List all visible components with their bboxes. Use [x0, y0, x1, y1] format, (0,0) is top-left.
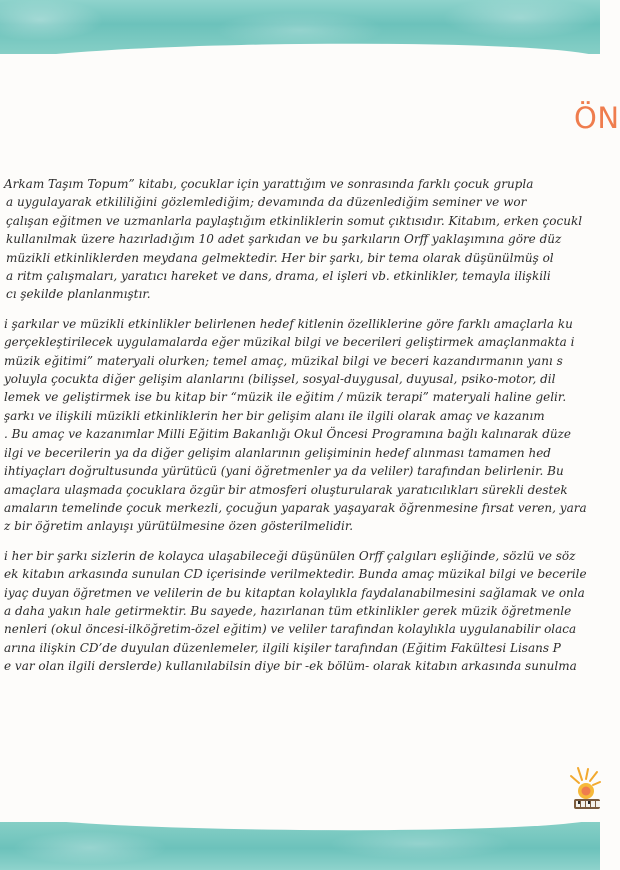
text-line: gerçekleştirilecek uygulamalarda eğer müzikal bilgi ve becerileri geliştirmek amaçlanmakta i — [4, 335, 575, 350]
paragraph-intro — [0, 175, 600, 304]
music-sun-emblem-icon — [568, 766, 600, 814]
text-line: amaçlara ulaşmada çocuklara özgür bir atmosferi oluşturularak yaratıcılıkları sürekli destek — [4, 482, 568, 497]
text-line: müzik eğitimi” materyali olurken; temel amaç, müzikal bilgi ve beceri kazandırmanın yanı s — [4, 353, 563, 368]
page-heading: ÖN — [574, 101, 620, 135]
text-line: cı şekilde planlanmıştır. — [6, 287, 151, 302]
text-line: i şarkılar ve müzikli etkinlikler belirlenen hedef kitlenin özelliklerine göre farklı amaçlarla ku — [4, 316, 573, 331]
text-line: i her bir şarkı sizlerin de kolayca ulaşabileceği düşünülen Orff çalgıları eşliğinde, sözlü ve söz — [4, 548, 576, 563]
text-line: ilgi ve becerilerin ya da diğer gelişim alanlarının gelişiminin hedef alınması tamamen hed — [4, 445, 551, 460]
paragraph-purpose — [0, 315, 600, 536]
text-line: lemek ve geliştirmek ise bu kitap bir “müzik ile eğitim / müzik terapi” materyali haline gelir. — [4, 390, 567, 405]
text-line: a daha yakın hale getirmektir. Bu sayede, hazırlanan tüm etkinlikler gerek müzik öğretmenle — [4, 603, 572, 618]
text-line: ek kitabın arkasında sunulan CD içerisinde verilmektedir. Bunda amaç müzikal bilgi ve becerile — [4, 567, 587, 582]
text-line: müzikli etkinliklerden meydana gelmektedir. Her bir şarkı, bir tema olarak düşünülmüş ol — [6, 250, 554, 265]
text-line: şarkı ve ilişkili müzikli etkinliklerin her bir gelişim alanı ile ilgili olarak amaç ve kazanım — [4, 408, 545, 423]
text-line: çalışan eğitmen ve uzmanlarla paylaştığım etkinliklerin somut çıktısıdır. Kitabım, erken çocukl — [6, 213, 583, 228]
bottom-decorative-band — [0, 822, 600, 870]
text-line: nenleri (okul öncesi-ilköğretim-özel eğitim) ve veliler tarafından kolaylıkla uygulanabilir olaca — [4, 622, 577, 637]
text-line: . Bu amaç ve kazanımlar Milli Eğitim Bakanlığı Okul Öncesi Programına bağlı kalınarak düze — [4, 427, 572, 442]
text-line: Arkam Taşım Topum” kitabı, çocuklar için yarattığım ve sonrasında farklı çocuk grupla — [4, 177, 534, 191]
paragraph-cd — [0, 547, 600, 676]
text-line: ihtiyaçları doğrultusunda yürütücü (yani öğretmenler ya da veliler) tarafından belirlenir. Bu — [4, 464, 564, 479]
top-decorative-band — [0, 0, 600, 54]
text-line: yoluyla çocukta diğer gelişim alanlarını (bilişsel, sosyal-duygusal, duyusal, psiko-motor, dil — [4, 372, 556, 387]
text-line: amaların temelinde çocuk merkezli, çocuğun yaparak yaşayarak öğrenmesine fırsat veren, yara — [4, 500, 587, 515]
text-line: e var olan ilgili derslerde) kullanılabilsin diye bir -ek bölüm- olarak kitabın arkasında sunulma — [4, 659, 577, 674]
text-line: a ritm çalışmaları, yaratıcı hareket ve dans, drama, el işleri vb. etkinlikler, temayla ilişkili — [6, 269, 551, 284]
document-body — [0, 175, 600, 687]
text-line: kullanılmak üzere hazırladığım 10 adet şarkıdan ve bu şarkıların Orff yaklaşımına göre düz — [6, 232, 562, 247]
text-line: a uygulayarak etkililiğini gözlemlediğim; devamında da düzenlediğim seminer ve wor — [6, 195, 527, 210]
text-line: z bir öğretim anlayışı yürütülmesine özen gösterilmelidir. — [4, 519, 354, 534]
text-line: arına ilişkin CD’de duyulan düzenlemeler, ilgili kişiler tarafından (Eğitim Fakültesi Lisans P — [4, 640, 561, 655]
text-line: iyaç duyan öğretmen ve velilerin de bu kitaptan kolaylıkla faydalanabilmesini sağlamak ve onla — [4, 585, 585, 600]
